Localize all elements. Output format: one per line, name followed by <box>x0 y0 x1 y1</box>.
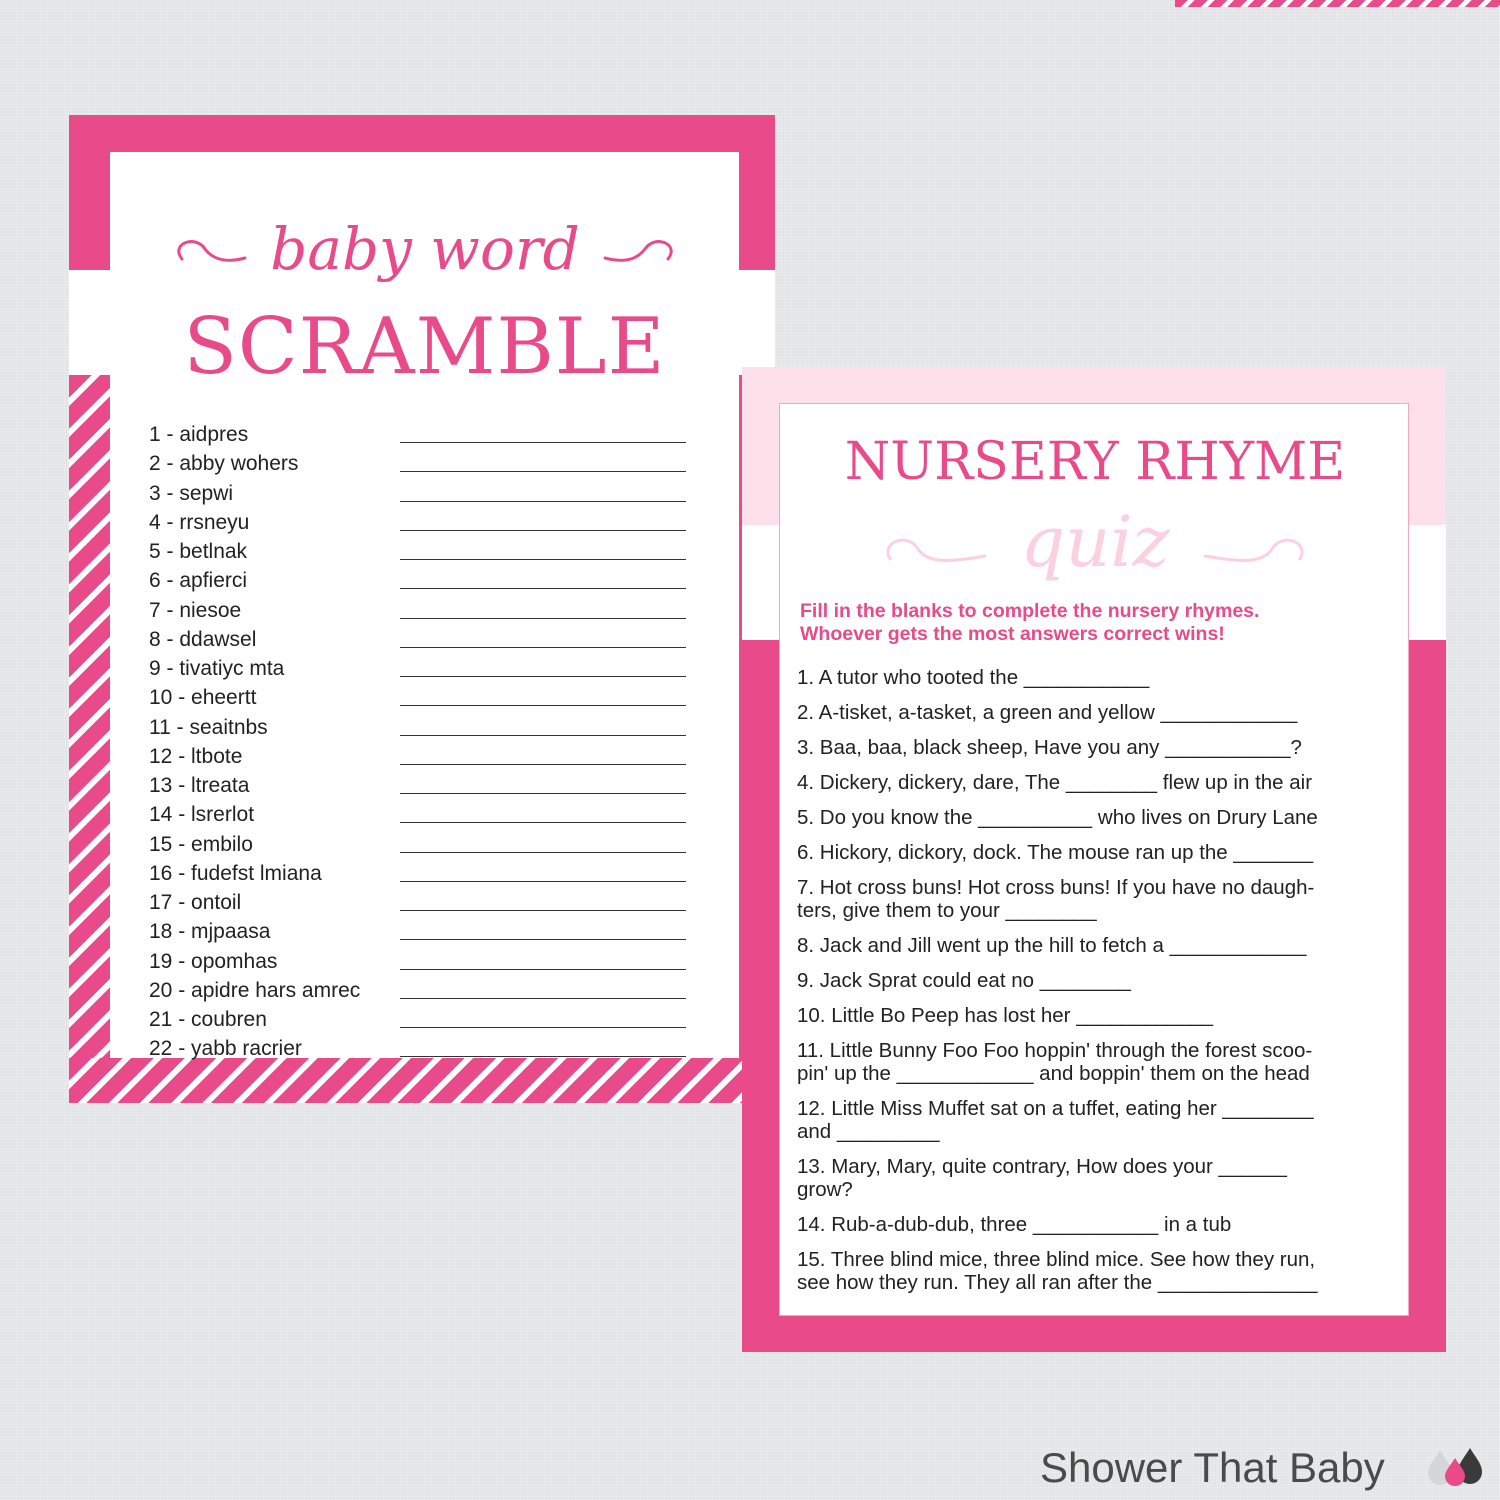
scramble-word: 16 - fudefst lmiana <box>149 861 322 885</box>
stripe-border-bottom <box>69 1058 775 1103</box>
scramble-word: 13 - ltreata <box>149 774 250 797</box>
scramble-word: 15 - embilo <box>149 832 253 856</box>
corner-stripe-decoration <box>1175 0 1500 7</box>
scramble-word: 14 - lsrerlot <box>149 803 255 827</box>
scramble-item <box>149 917 689 946</box>
quiz-question: 13. Mary, Mary, quite contrary, How does your ______ grow? <box>797 1155 1287 1201</box>
quiz-question: 6. Hickory, dickory, dock. The mouse ran up the _______ <box>797 841 1314 864</box>
answer-line <box>400 998 686 999</box>
answer-line <box>400 939 686 940</box>
scramble-item <box>149 596 689 625</box>
droplets-logo-icon <box>1424 1446 1486 1486</box>
answer-line <box>400 501 686 502</box>
answer-line <box>400 764 686 765</box>
scramble-word: 20 - apidre hars amrec <box>149 978 361 1002</box>
scramble-word: 5 - betlnak <box>149 540 248 563</box>
scramble-word: 17 - ontoil <box>149 891 242 914</box>
nursery-rhyme-sheet <box>779 403 1409 1316</box>
scramble-item <box>149 800 689 829</box>
instructions <box>800 600 1400 646</box>
scramble-item <box>149 859 689 888</box>
stripe-border-left <box>69 375 110 1058</box>
scramble-list <box>149 420 689 1064</box>
scramble-item <box>149 508 689 537</box>
answer-line <box>400 618 686 619</box>
scramble-item <box>149 683 689 712</box>
quiz-question: 8. Jack and Jill went up the hill to fetch a ____________ <box>797 934 1307 957</box>
answer-line <box>400 881 686 882</box>
scramble-item <box>149 976 689 1005</box>
script-title-text: baby word <box>270 215 580 283</box>
scramble-word: 7 - niesoe <box>149 598 242 622</box>
script-title-text: quiz <box>1020 504 1170 583</box>
word-scramble-sheet <box>110 152 739 1061</box>
scramble-item <box>149 537 689 566</box>
quiz-question: 1. A tutor who tooted the ___________ <box>797 666 1150 689</box>
answer-line <box>400 735 686 736</box>
scramble-word: 10 - eheertt <box>149 686 257 710</box>
scramble-item <box>149 625 689 654</box>
scramble-word: 2 - abby wohers <box>149 452 299 476</box>
scramble-item <box>149 713 689 742</box>
answer-line <box>400 676 686 677</box>
instructions-line-1: Fill in the blanks to complete the nursery rhymes. <box>800 600 1260 622</box>
scramble-item <box>149 742 689 771</box>
scramble-item <box>149 1005 689 1034</box>
scramble-item <box>149 1034 689 1063</box>
scramble-item <box>149 771 689 800</box>
quiz-question: 2. A-tisket, a-tasket, a green and yellow ____________ <box>797 701 1298 724</box>
scramble-word: 4 - rrsneyu <box>149 510 250 534</box>
scramble-word: 9 - tivatiyc mta <box>149 657 285 680</box>
answer-line <box>400 1056 686 1057</box>
brand-name: Shower That Baby <box>1040 1444 1385 1491</box>
scramble-word: 11 - seaitnbs <box>149 715 268 739</box>
scramble-item <box>149 420 689 449</box>
quiz-question: 3. Baa, baa, black sheep, Have you any ___________? <box>797 736 1302 759</box>
scramble-word: 22 - yabb racrier <box>149 1037 302 1061</box>
quiz-question: 14. Rub-a-dub-dub, three ___________ in a tub <box>797 1213 1232 1236</box>
scramble-word: 19 - opomhas <box>149 949 278 973</box>
scramble-word: 21 - coubren <box>149 1008 267 1031</box>
answer-line <box>400 793 686 794</box>
answer-line <box>400 1027 686 1028</box>
quiz-question: 7. Hot cross buns! Hot cross buns! If you have no daugh- ters, give them to your ________ <box>797 876 1315 922</box>
answer-line <box>400 471 686 472</box>
scramble-item <box>149 830 689 859</box>
scramble-item <box>149 449 689 478</box>
nursery-rhyme-card <box>742 367 1446 1352</box>
scramble-word: 8 - ddawsel <box>149 627 257 651</box>
answer-line <box>400 588 686 589</box>
script-title-quiz <box>880 504 1310 594</box>
answer-line <box>400 969 686 970</box>
scramble-item <box>149 654 689 683</box>
word-scramble-card <box>69 115 775 1103</box>
answer-line <box>400 559 686 560</box>
quiz-question: 11. Little Bunny Foo Foo hoppin' through the forest scoo- pin' up the ____________ and boppin' them on the head <box>797 1039 1313 1085</box>
answer-line <box>400 647 686 648</box>
answer-line <box>400 442 686 443</box>
answer-line <box>400 530 686 531</box>
answer-line <box>400 822 686 823</box>
scramble-title: SCRAMBLE <box>183 302 666 392</box>
instructions-line-2: Whoever gets the most answers correct wins! <box>800 623 1225 645</box>
scramble-word: 12 - ltbote <box>149 744 243 768</box>
quiz-question: 9. Jack Sprat could eat no ________ <box>797 969 1131 992</box>
answer-line <box>400 705 686 706</box>
answer-line <box>400 852 686 853</box>
scramble-item <box>149 566 689 595</box>
scramble-word: 3 - sepwi <box>149 481 234 505</box>
nursery-title: NURSERY RHYME <box>844 432 1346 492</box>
script-title-baby-word <box>170 214 680 294</box>
question-list <box>797 666 1397 1306</box>
scramble-word: 1 - aidpres <box>149 423 249 446</box>
quiz-question: 5. Do you know the __________ who lives on Drury Lane <box>797 806 1318 829</box>
scramble-item <box>149 888 689 917</box>
scramble-word: 18 - mjpaasa <box>149 920 271 944</box>
quiz-question: 15. Three blind mice, three blind mice. See how they run, see how they run. They all ran after the ______________ <box>797 1248 1318 1294</box>
scramble-word: 6 - apfierci <box>149 569 248 593</box>
scramble-item <box>149 479 689 508</box>
quiz-question: 4. Dickery, dickery, dare, The ________ flew up in the air <box>797 771 1313 794</box>
scramble-item <box>149 947 689 976</box>
quiz-question: 12. Little Miss Muffet sat on a tuffet, eating her ________ and _________ <box>797 1097 1314 1143</box>
quiz-question: 10. Little Bo Peep has lost her ____________ <box>797 1004 1214 1027</box>
answer-line <box>400 910 686 911</box>
